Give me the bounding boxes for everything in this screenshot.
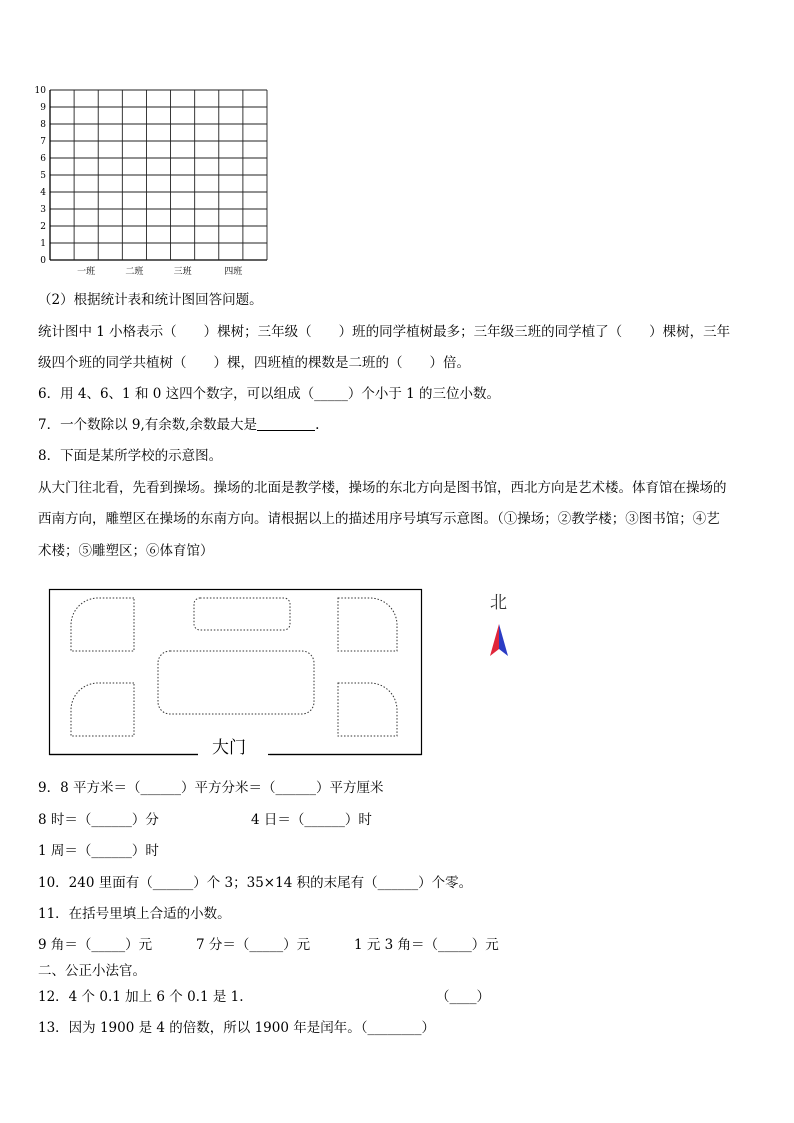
question-8-line3: 术楼；⑤雕塑区；⑥体育馆） bbox=[38, 543, 214, 559]
x-axis-labels bbox=[77, 265, 242, 277]
question-7 bbox=[38, 415, 319, 435]
question-12-blank[interactable]: （____） bbox=[436, 989, 490, 1005]
question-6: 6．用 4、6、1 和 0 这四个数字，可以组成（_____）个小于 1 的三位小数。 bbox=[38, 386, 501, 402]
question-11-c: 1 元 3 角＝（_____）元 bbox=[354, 937, 499, 953]
map-border bbox=[50, 590, 422, 755]
area-slot-north[interactable] bbox=[194, 598, 290, 630]
question-8-line1: 从大门往北看，先看到操场。操场的北面是教学楼，操场的东北方向是图书馆，西北方向是艺术楼。体育馆在操场的 bbox=[38, 480, 727, 496]
question-11-b: 7 分＝（_____）元 bbox=[196, 937, 311, 953]
question-7-end: . bbox=[315, 417, 320, 433]
area-slot-southwest[interactable] bbox=[71, 683, 134, 736]
question-8-line2: 西南方向，雕塑区在操场的东南方向。请根据以上的描述用序号填写示意图。（①操场；②教学楼；③图书馆；④艺 bbox=[38, 511, 720, 527]
x-axis-class-label: 二班 bbox=[125, 267, 144, 277]
area-slot-southeast[interactable] bbox=[338, 683, 397, 736]
gate-label: 大门 bbox=[212, 738, 246, 758]
y-tick-label: 0 bbox=[40, 256, 46, 266]
area-slot-center[interactable] bbox=[158, 651, 314, 714]
y-tick-label: 1 bbox=[40, 239, 46, 249]
question-12: 12．4 个 0.1 加上 6 个 0.1 是 1. bbox=[38, 989, 244, 1005]
y-tick-label: 4 bbox=[40, 188, 46, 198]
question-9-line1: 9．8 平方米＝（______）平方分米＝（______）平方厘米 bbox=[38, 780, 384, 796]
area-slot-northeast[interactable] bbox=[338, 598, 397, 651]
y-tick-label: 8 bbox=[40, 120, 46, 130]
question-9-hours: 8 时＝（______）分 bbox=[38, 812, 159, 828]
school-map bbox=[48, 588, 426, 758]
chart-grid bbox=[50, 90, 267, 260]
question-9-days: 4 日＝（______）时 bbox=[251, 812, 372, 828]
statistics-grid-chart bbox=[30, 84, 280, 284]
y-tick-label: 9 bbox=[40, 103, 46, 113]
q5-part2-line1: 统计图中 1 小格表示（ ）棵树；三年级（ ）班的同学植树最多；三年级三班的同学植了（ ）棵树，三年 bbox=[38, 324, 731, 340]
question-11-title: 11．在括号里填上合适的小数。 bbox=[38, 906, 231, 922]
question-8-title: 8．下面是某所学校的示意图。 bbox=[38, 448, 223, 464]
question-11-a: 9 角＝（_____）元 bbox=[38, 937, 153, 953]
section-2-heading: 二、公正小法官。 bbox=[38, 963, 146, 979]
answer-blank[interactable] bbox=[257, 416, 315, 431]
y-axis-ticks bbox=[35, 86, 47, 266]
north-arrow-icon bbox=[488, 622, 510, 658]
north-label: 北 bbox=[490, 593, 507, 613]
question-7-text: 7．一个数除以 9,有余数,余数最大是 bbox=[38, 417, 258, 433]
question-9-week: 1 周＝（______）时 bbox=[38, 843, 159, 859]
question-13: 13．因为 1900 是 4 的倍数，所以 1900 年是闰年。（________） bbox=[38, 1020, 435, 1036]
q5-part2-line2: 级四个班的同学共植树（ ）棵，四班植的棵数是二班的（ ）倍。 bbox=[38, 355, 470, 371]
y-tick-label: 2 bbox=[40, 222, 46, 232]
x-axis-class-label: 三班 bbox=[173, 267, 192, 277]
x-axis-class-label: 一班 bbox=[77, 267, 96, 277]
q5-part2-heading: （2）根据统计表和统计图回答问题。 bbox=[38, 292, 263, 308]
y-tick-label: 3 bbox=[40, 205, 46, 215]
question-10: 10．240 里面有（______）个 3；35×14 积的末尾有（______）个零。 bbox=[38, 875, 473, 891]
y-tick-label: 5 bbox=[40, 171, 46, 181]
y-tick-label: 10 bbox=[34, 86, 46, 96]
area-slot-northwest[interactable] bbox=[71, 598, 134, 651]
y-tick-label: 7 bbox=[40, 137, 46, 147]
x-axis-class-label: 四班 bbox=[224, 267, 243, 277]
y-tick-label: 6 bbox=[40, 154, 46, 164]
